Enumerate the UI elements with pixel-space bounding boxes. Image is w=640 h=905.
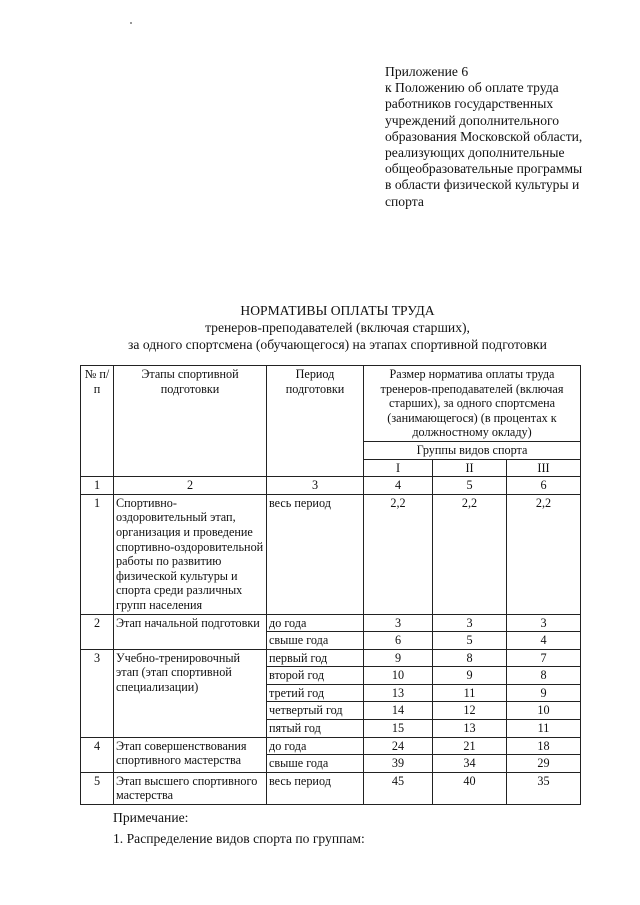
stage-name: Этап совершенствования спортивного мастерства <box>114 737 267 772</box>
group-label: III <box>507 459 581 477</box>
column-number: 1 <box>81 477 114 495</box>
period-cell: третий год <box>267 684 364 702</box>
header-row <box>81 366 581 442</box>
header-period: Период подготовки <box>267 366 364 477</box>
stage-name: Учебно-тренировочный этап (этап спортивной специализации) <box>114 649 267 737</box>
period-cell: свыше года <box>267 755 364 773</box>
column-number: 3 <box>267 477 364 495</box>
period-cell: второй год <box>267 667 364 685</box>
rate-value: 3 <box>364 614 433 632</box>
rate-value: 24 <box>364 737 433 755</box>
rate-value: 6 <box>364 632 433 650</box>
stage-name: Этап высшего спортивного мастерства <box>114 772 267 804</box>
period-cell: пятый год <box>267 720 364 738</box>
header-rate: Размер норматива оплаты труда тренеров-преподавателей (включая старших), за одного спортсмена (занимающегося) (в процентах к должностному окладу) <box>364 366 581 442</box>
rate-value: 21 <box>433 737 507 755</box>
rate-value: 11 <box>507 720 581 738</box>
rate-value: 35 <box>507 772 581 804</box>
rate-value: 29 <box>507 755 581 773</box>
header-groups: Группы видов спорта <box>364 441 581 459</box>
note-title: Примечание: <box>113 810 189 825</box>
period-cell: до года <box>267 614 364 632</box>
rate-value: 15 <box>364 720 433 738</box>
rate-value: 10 <box>507 702 581 720</box>
rate-value: 13 <box>433 720 507 738</box>
rate-value: 2,2 <box>507 494 581 614</box>
heading-subtitle: за одного спортсмена (обучающегося) на этапах спортивной подготовки <box>128 336 547 352</box>
appendix-header <box>385 64 620 210</box>
appendix-line: учреждений дополнительного <box>385 112 560 128</box>
group-label: II <box>433 459 507 477</box>
period-cell: весь период <box>267 494 364 614</box>
table-row <box>81 649 581 667</box>
note-section <box>113 807 365 849</box>
period-cell: свыше года <box>267 632 364 650</box>
rate-value: 2,2 <box>364 494 433 614</box>
column-number: 6 <box>507 477 581 495</box>
row-number: 2 <box>81 614 114 649</box>
appendix-line: Приложение 6 <box>385 64 469 79</box>
rate-value: 45 <box>364 772 433 804</box>
heading-title: НОРМАТИВЫ ОПЛАТЫ ТРУДА <box>240 303 435 318</box>
appendix-line: образования Московской области, <box>385 128 583 144</box>
table-row <box>81 614 581 632</box>
column-number: 4 <box>364 477 433 495</box>
period-cell: весь период <box>267 772 364 804</box>
rate-value: 7 <box>507 649 581 667</box>
rate-value: 18 <box>507 737 581 755</box>
row-number: 1 <box>81 494 114 614</box>
appendix-line: общеобразовательные программы <box>385 161 583 177</box>
appendix-line: работников государственных <box>385 96 554 112</box>
appendix-line: реализующих дополнительные <box>385 145 565 161</box>
rate-value: 2,2 <box>433 494 507 614</box>
rate-value: 8 <box>433 649 507 667</box>
appendix-line: в области физической культуры и <box>385 177 580 193</box>
heading-subtitle: тренеров-преподавателей (включая старших), <box>205 319 470 335</box>
rate-value: 13 <box>364 684 433 702</box>
row-number: 3 <box>81 649 114 737</box>
rate-value: 3 <box>507 614 581 632</box>
row-number: 4 <box>81 737 114 772</box>
appendix-line: к Положению об оплате труда <box>385 80 559 96</box>
appendix-line: спорта <box>385 193 424 209</box>
table-row <box>81 494 581 614</box>
rate-value: 8 <box>507 667 581 685</box>
header-stage: Этапы спортивной подготовки <box>114 366 267 477</box>
document-heading <box>0 303 640 353</box>
rate-value: 10 <box>364 667 433 685</box>
header-no: № п/п <box>81 366 114 477</box>
stage-name: Этап начальной подготовки <box>114 614 267 649</box>
column-number: 2 <box>114 477 267 495</box>
rate-value: 9 <box>507 684 581 702</box>
rate-value: 9 <box>364 649 433 667</box>
table-row <box>81 772 581 804</box>
group-label: I <box>364 459 433 477</box>
scan-speck <box>130 22 132 24</box>
rate-value: 4 <box>507 632 581 650</box>
rate-value: 11 <box>433 684 507 702</box>
row-number: 5 <box>81 772 114 804</box>
note-item: 1. Распределение видов спорта по группам: <box>113 831 365 846</box>
rate-value: 14 <box>364 702 433 720</box>
rate-value: 3 <box>433 614 507 632</box>
rate-value: 34 <box>433 755 507 773</box>
rate-value: 39 <box>364 755 433 773</box>
column-number: 5 <box>433 477 507 495</box>
norms-table <box>80 365 581 805</box>
period-cell: четвертый год <box>267 702 364 720</box>
column-number-row <box>81 477 581 495</box>
rate-value: 40 <box>433 772 507 804</box>
table-row <box>81 737 581 755</box>
period-cell: первый год <box>267 649 364 667</box>
rate-value: 12 <box>433 702 507 720</box>
rate-value: 5 <box>433 632 507 650</box>
stage-name: Спортивно-оздоровительный этап, организация и проведение спортивно-оздоровительной работы по развитию физической культуры и спорта среди различных групп населения <box>114 494 267 614</box>
period-cell: до года <box>267 737 364 755</box>
rate-value: 9 <box>433 667 507 685</box>
